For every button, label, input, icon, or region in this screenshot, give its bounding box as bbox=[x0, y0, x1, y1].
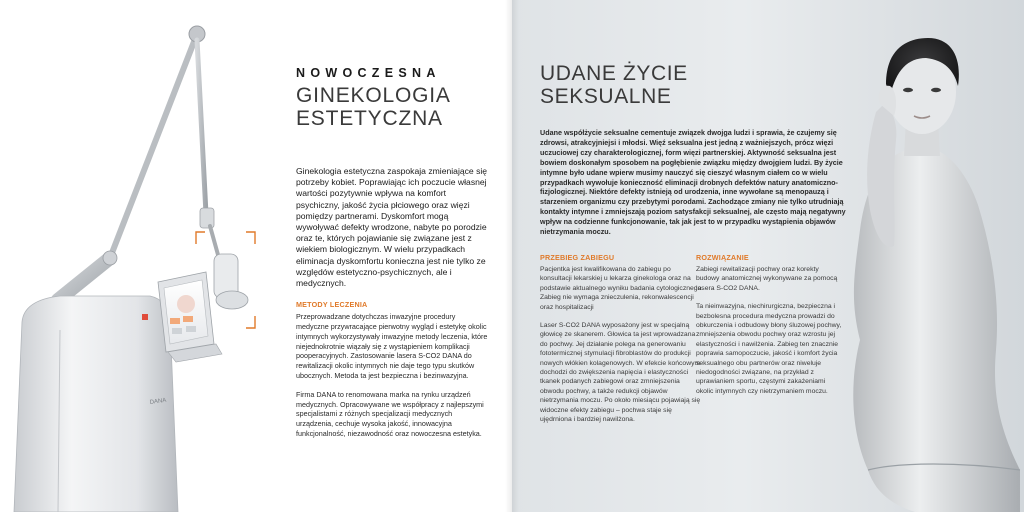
bracket-top-left bbox=[196, 232, 205, 244]
lead-paragraph: Ginekologia estetyczna zaspokaja zmieniające się potrzeby kobiet. Poprawiając ich poczucie własnej wartości pozytywnie wpływa na komfort psychiczny, jakość życia płciowego oraz więzi pomiędzy partnerami. Dyskomfort mogą wywoływać defekty wrodzone, nabyte po porodzie oraz te, których pojawianie się związane jest z wiekiem biologicznym. W wielu przypadkach eliminacja dyskomfortu konieczna jest nie tylko ze względów estetyczno-psychicznych, ale i medycznych. bbox=[296, 166, 488, 289]
title-line: GINEKOLOGIA bbox=[296, 84, 451, 107]
title-line: UDANE ŻYCIE bbox=[540, 62, 688, 85]
screen-button bbox=[170, 318, 180, 324]
methods-heading: METODY LECZENIA bbox=[296, 300, 368, 310]
upper-arm bbox=[110, 34, 197, 258]
page-gutter bbox=[505, 0, 519, 512]
bracket-top-right bbox=[246, 232, 255, 244]
arm-joint-elbow bbox=[103, 251, 117, 265]
title-line: SEKSUALNE bbox=[540, 85, 672, 108]
emergency-button bbox=[142, 314, 148, 320]
screen-button bbox=[172, 328, 182, 334]
title-line: ESTETYCZNA bbox=[296, 107, 443, 130]
page-title bbox=[296, 84, 488, 130]
procedure-column bbox=[540, 253, 704, 425]
screen-face-graphic bbox=[177, 295, 195, 313]
solution-paragraph: Zabiegi rewitalizacji pochwy oraz korekty budowy anatomicznej wykonywane za pomocą lasera S-CO2 DANA. bbox=[696, 266, 838, 292]
eye-left bbox=[903, 88, 913, 92]
lower-arm bbox=[58, 258, 110, 300]
company-paragraph: Firma DANA to renomowana marka na rynku urządzeń medycznych. Opracowywane we współpracy z najlepszymi specjalistami z różnych specjalizacji medycznych urządzenia, cechuje wysoka jakość, innowacyjna funkcjonalność, niezawodność oraz nowoczesna estetyka. bbox=[296, 389, 484, 438]
methods-paragraph: Przeprowadzane dotychczas inwazyjne procedury medyczne przywracające pierwotny wygląd i estetykę okolic intymnych wykorzystywały inwazyjne metody leczenia, które niejednokrotnie wiązały się z wystąpieniem komplikacji pooperacyjnych. Zastosowanie lasera S-CO2 DANA do rewitalizacji okolic intymnych nie daje tego typu skutków ubocznych. Metoda ta jest bezpieczna i bezinwazyjna. bbox=[296, 312, 488, 381]
solution-paragraph: Ta nieinwazyjna, niechirurgiczna, bezpieczna i bezbolesna procedura medyczna prowadzi do obkurczenia i odbudowy błony śluzowej pochwy, zmniejszenia obwodu pochwy oraz wzrostu jej elastyczności i nawilżenia. Zabieg ten znacznie poprawia samopoczucie, jakość i komfort życia seksualnego obu partnerów oraz niweluje niedogodności związane, na przykład z uprawianiem sportu, częstymi zakażeniami okolic intymnych czy nietrzymaniem moczu. bbox=[696, 303, 842, 395]
screen-button bbox=[183, 316, 193, 322]
intro-paragraph: Udane współżycie seksualne cementuje związek dwojga ludzi i sprawia, że czujemy się zdrowsi, atrakcyjniejsi i młodsi. Więź seksualna jest jedną z ważniejszych, prócz więzi uczuciowej czy charakterologicznej, form więzi partnerskiej. Aktywność seksualna jest bowiem doskonałym sposobem na pogłębienie związku między dwojgiem ludzi. By życie intymne było udane wpierw musimy nauczyć się cieszyć własnym ciałem co w wielu przypadkach wywołuje konieczność eliminacji drobnych defektów natury anatomiczno-fizjologicznej. Niektóre defekty istnieją od urodzenia, inne wywołane są menopauzą i starzeniem organizmu czy przebytymi porodami. Zachodzące zmiany nie tylko utrudniają kontakty intymne i zmniejszają poziom satysfakcji seksualnej, ale często mają negatywny wpływ na codzienne funkcjonowanie, tak jak jest to w przypadku wystąpienia objawów nietrzymania moczu. bbox=[540, 128, 846, 237]
screen-button bbox=[186, 326, 196, 332]
laser-device-illustration bbox=[0, 0, 290, 512]
device-brand-label: DANA bbox=[149, 397, 167, 406]
right-page-title bbox=[540, 62, 688, 108]
side-arm bbox=[197, 40, 206, 214]
procedure-paragraph: Pacjentka jest kwalifikowana do zabiegu po konsultacji lekarskiej u lekarza ginekologa oraz na podstawie aktualnego wyniku badania cytologicznego. Zabieg nie wymaga znieczulenia, rekonwalescencji oraz hospitalizacji bbox=[540, 266, 704, 311]
procedure-heading: PRZEBIEG ZABIEGU bbox=[540, 253, 615, 262]
eye-right bbox=[931, 88, 941, 92]
bracket-bottom-right bbox=[246, 316, 255, 328]
arm-joint-mid bbox=[200, 208, 214, 228]
left-text-column bbox=[296, 66, 488, 439]
model-figure-photo bbox=[700, 0, 1024, 512]
solution-heading: ROZWIĄZANIE bbox=[696, 253, 749, 262]
section-kicker: NOWOCZESNA bbox=[296, 66, 441, 80]
procedure-paragraph: Laser S-CO2 DANA wyposażony jest w specjalną głowicę ze skanerem. Głowica ta jest wprowadzana do pochwy. Jej działanie polega na generowaniu fototermicznej stymulacji fibroblastów do produkcji nowych włókien kolagenowych. W efekcie końcowym dochodzi do zwiększenia napięcia i elastyczności tkanek podanych zabiegowi oraz zmniejszenia obwodu pochwy, a także redukcji objawów nietrzymania moczu. Po około miesiącu pojawiają się widoczne efekty zabiegu – pochwa staje się ujędrniona i bardziej nawilżona. bbox=[540, 322, 701, 424]
scanner-head bbox=[216, 291, 248, 309]
